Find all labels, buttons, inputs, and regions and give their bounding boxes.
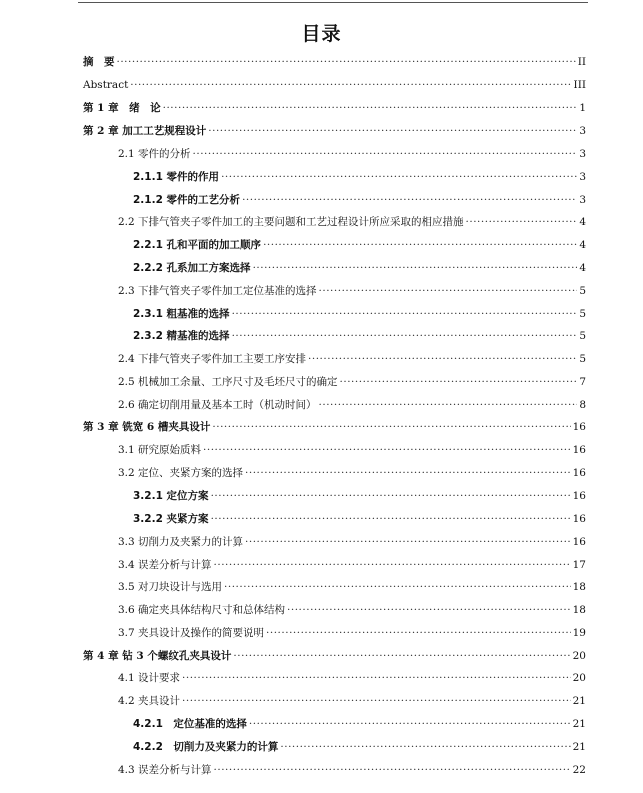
toc-entry-page: 20 <box>572 672 586 684</box>
toc-entry-label: 2.3 下排气管夹子零件加工定位基准的选择 <box>118 285 317 297</box>
toc-entry-label: 摘 要 <box>83 56 115 68</box>
toc-entry[interactable] <box>118 578 586 596</box>
toc-entry-label: 2.1.2 零件的工艺分析 <box>133 194 241 206</box>
toc-entry-label: Abstract <box>83 79 129 91</box>
leader-dots <box>221 168 577 186</box>
toc-entry[interactable] <box>118 350 586 368</box>
toc-entry[interactable] <box>83 418 586 436</box>
toc-entry-page: 19 <box>572 627 586 639</box>
toc-entry[interactable] <box>118 441 586 459</box>
toc-entry-page: 18 <box>572 604 586 616</box>
toc-entry-page: 21 <box>572 741 586 753</box>
toc-entry[interactable] <box>133 191 586 209</box>
leader-dots <box>182 692 571 710</box>
toc-entry-label: 2.5 机械加工余量、工序尺寸及毛坯尺寸的确定 <box>118 376 338 388</box>
toc-entry-page: 3 <box>579 148 586 160</box>
toc-entry[interactable] <box>118 556 586 574</box>
toc-entry-label: 3.2.2 夹紧方案 <box>133 513 209 525</box>
leader-dots <box>203 441 571 459</box>
toc-entry[interactable] <box>118 692 586 710</box>
toc-entry-label: 4.3 误差分析与计算 <box>118 764 212 776</box>
top-rule <box>78 2 588 3</box>
leader-dots <box>214 556 571 574</box>
toc-entry-label: 第 2 章 加工工艺规程设计 <box>83 125 207 137</box>
toc-entry[interactable] <box>118 396 586 414</box>
toc-entry-page: 16 <box>572 536 586 548</box>
toc-entry-page: III <box>573 79 586 91</box>
toc-entry[interactable] <box>133 715 586 733</box>
leader-dots <box>211 487 571 505</box>
leader-dots <box>249 715 571 733</box>
leader-dots <box>245 533 571 551</box>
toc-entry-label: 3.2 定位、夹紧方案的选择 <box>118 467 244 479</box>
leader-dots <box>266 624 571 642</box>
toc-entry[interactable] <box>118 213 586 231</box>
toc-entry-label: 4.2.2 切削力及夹紧力的计算 <box>133 741 279 753</box>
toc-entry-label: 2.6 确定切削用量及基本工时（机动时间） <box>118 399 317 411</box>
toc-entry-page: 16 <box>572 421 586 433</box>
leader-dots <box>319 396 578 414</box>
toc-entry-label: 3.7 夹具设计及操作的简要说明 <box>118 627 265 639</box>
toc-entry-page: 16 <box>572 467 586 479</box>
toc-entry-page: 5 <box>579 308 586 320</box>
toc-entry[interactable] <box>118 624 586 642</box>
leader-dots <box>253 259 578 277</box>
leader-dots <box>232 327 578 345</box>
toc-entry-label: 2.1 零件的分析 <box>118 148 191 160</box>
toc-entry-label: 2.3.1 粗基准的选择 <box>133 308 230 320</box>
toc-entry[interactable] <box>118 282 586 300</box>
toc-entry-page: 5 <box>579 353 586 365</box>
leader-dots <box>193 145 578 163</box>
toc-entry-page: 5 <box>579 285 586 297</box>
leader-dots <box>280 738 570 756</box>
toc-entry-label: 4.2 夹具设计 <box>118 695 181 707</box>
toc-entry-page: 3 <box>579 194 586 206</box>
toc-entry-page: 4 <box>579 239 586 251</box>
toc-entry[interactable] <box>118 533 586 551</box>
toc-entry-label: 第 3 章 铣宽 6 槽夹具设计 <box>83 421 211 433</box>
toc-entry[interactable] <box>118 373 586 391</box>
toc-entry[interactable] <box>133 236 586 254</box>
toc-entry-page: II <box>577 56 586 68</box>
toc-entry-label: 2.2.1 孔和平面的加工顺序 <box>133 239 262 251</box>
toc-entry-page: 17 <box>572 559 586 571</box>
toc-entry[interactable] <box>118 601 586 619</box>
toc-entry-page: 20 <box>572 650 586 662</box>
toc-entry-label: 第 4 章 钻 3 个螺纹孔夹具设计 <box>83 650 232 662</box>
leader-dots <box>212 418 570 436</box>
toc-entry-page: 21 <box>572 695 586 707</box>
toc-entry[interactable] <box>133 168 586 186</box>
leader-dots <box>340 373 578 391</box>
toc-entry-label: 3.3 切削力及夹紧力的计算 <box>118 536 244 548</box>
toc-entry[interactable] <box>83 99 586 117</box>
toc-entry-page: 16 <box>572 444 586 456</box>
toc-entry-label: 3.4 误差分析与计算 <box>118 559 212 571</box>
leader-dots <box>263 236 577 254</box>
toc-entry-page: 7 <box>579 376 586 388</box>
toc-entry-page: 16 <box>572 490 586 502</box>
leader-dots <box>208 122 577 140</box>
toc-entry-page: 21 <box>572 718 586 730</box>
toc-entry-page: 3 <box>579 171 586 183</box>
toc-entry[interactable] <box>118 145 586 163</box>
leader-dots <box>233 647 570 665</box>
toc-entry[interactable] <box>118 761 586 779</box>
toc-entry[interactable] <box>118 669 586 687</box>
leader-dots <box>242 191 577 209</box>
toc-entry-page: 22 <box>572 764 586 776</box>
toc-entry[interactable] <box>133 510 586 528</box>
toc-entry[interactable] <box>133 305 586 323</box>
toc-entry-label: 3.6 确定夹具体结构尺寸和总体结构 <box>118 604 286 616</box>
toc-entry[interactable] <box>133 738 586 756</box>
leader-dots <box>117 53 576 71</box>
toc-entry-label: 3.1 研究原始质料 <box>118 444 202 456</box>
toc-entry-label: 2.2 下排气管夹子零件加工的主要问题和工艺过程设计所应采取的相应措施 <box>118 216 464 228</box>
toc-entry-label: 2.4 下排气管夹子零件加工主要工序安排 <box>118 353 307 365</box>
toc-entry[interactable] <box>118 464 586 482</box>
toc-entry-label: 第 1 章 绪 论 <box>83 102 161 114</box>
page-title: 目录 <box>301 23 342 45</box>
leader-dots <box>232 305 578 323</box>
toc-entry-page: 8 <box>579 399 586 411</box>
toc-entry[interactable] <box>83 53 586 71</box>
toc-entry-label: 4.2.1 定位基准的选择 <box>133 718 247 730</box>
toc-entry-label: 3.5 对刀块设计与选用 <box>118 581 223 593</box>
toc-entry-label: 2.2.2 孔系加工方案选择 <box>133 262 251 274</box>
leader-dots <box>466 213 578 231</box>
toc-entry-label: 3.2.1 定位方案 <box>133 490 209 502</box>
toc-entry-page: 1 <box>579 102 586 114</box>
toc-entry-label: 2.1.1 零件的作用 <box>133 171 220 183</box>
leader-dots <box>182 669 571 687</box>
leader-dots <box>214 761 571 779</box>
toc-entry-page: 4 <box>579 216 586 228</box>
toc-entry[interactable] <box>83 76 586 94</box>
toc-entry-page: 3 <box>579 125 586 137</box>
toc-entry[interactable] <box>83 647 586 665</box>
toc-entry-label: 4.1 设计要求 <box>118 672 181 684</box>
leader-dots <box>245 464 571 482</box>
toc-entry[interactable] <box>133 487 586 505</box>
toc-entry-page: 4 <box>579 262 586 274</box>
toc-entry[interactable] <box>83 122 586 140</box>
toc-entry-page: 18 <box>572 581 586 593</box>
leader-dots <box>224 578 571 596</box>
leader-dots <box>319 282 578 300</box>
leader-dots <box>130 76 571 94</box>
leader-dots <box>163 99 578 117</box>
toc-entry[interactable] <box>133 259 586 277</box>
toc-entry-page: 5 <box>579 330 586 342</box>
leader-dots <box>211 510 571 528</box>
toc-entry-label: 2.3.2 精基准的选择 <box>133 330 230 342</box>
toc-entry-page: 16 <box>572 513 586 525</box>
leader-dots <box>308 350 577 368</box>
leader-dots <box>287 601 571 619</box>
toc-entry[interactable] <box>133 327 586 345</box>
